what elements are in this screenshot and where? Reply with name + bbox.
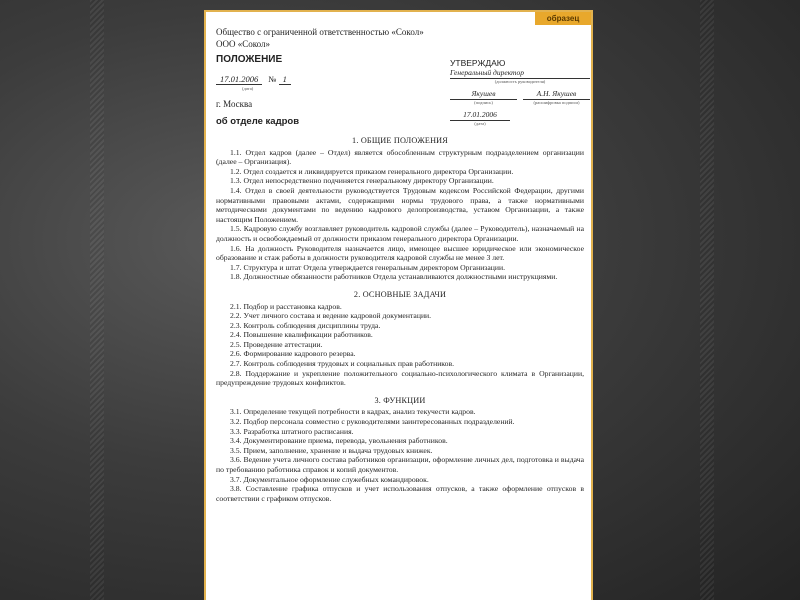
document-date: 17.01.2006 xyxy=(216,74,262,85)
date-caption: (дата) xyxy=(242,86,254,91)
organization-name: Общество с ограниченной ответственностью «Сокол» xyxy=(216,27,424,37)
list-item: 3.1. Определение текущей потребности в кадрах, анализ текучести кадров. xyxy=(230,407,476,417)
section-gap xyxy=(216,388,584,394)
document-number: 1 xyxy=(279,74,291,85)
organization-short-name: ООО «Сокол» xyxy=(216,39,271,49)
approval-position-caption: (должность руководителя) xyxy=(494,79,546,84)
list-item: 2.1. Подбор и расстановка кадров. xyxy=(230,301,342,311)
approval-name-cell xyxy=(523,89,590,105)
approval-name: А.Н. Якушев xyxy=(523,89,590,100)
document-date-line xyxy=(216,74,291,91)
list-item: 2.3. Контроль соблюдения дисциплины труда. xyxy=(230,320,381,330)
list-item: 3.3. Разработка штатного расписания. xyxy=(230,426,354,436)
sample-badge: образец xyxy=(535,12,591,25)
document-body xyxy=(216,134,584,503)
document-type-block xyxy=(216,54,282,65)
approval-name-caption: (расшифровка подписи) xyxy=(533,100,580,105)
background-stripe-left xyxy=(90,0,104,600)
approval-date: 17.01.2006 xyxy=(450,110,510,121)
list-item: 1.8. Должностные обязанности работников Отдела устанавливаются должностными инструкциями. xyxy=(230,272,558,282)
list-item: 1.1. Отдел кадров (далее – Отдел) является обособленным структурным подразделением организации (далее – Организация). xyxy=(216,147,584,167)
document-number-label: № xyxy=(268,74,277,84)
approval-date-caption: (дата) xyxy=(474,121,486,126)
list-item: 1.4. Отдел в своей деятельности руководствуется Трудовым кодексом Российской Федерации, другими нормативными правовыми актами, содержащими нормы трудового права, а также нормативными методическими документами по ведению кадрового делопроизводства, уставом Организации, а также настоящим Положением. xyxy=(216,185,584,224)
document-page xyxy=(204,10,593,600)
section-title: 2. ОСНОВНЫЕ ЗАДАЧИ xyxy=(353,289,447,299)
approval-signature-row xyxy=(450,89,590,105)
list-item: 2.7. Контроль соблюдения трудовых и социальных прав работников. xyxy=(230,359,455,369)
section-title: 3. ФУНКЦИИ xyxy=(374,395,426,405)
background-stripe-right xyxy=(700,0,714,600)
approval-date-cell xyxy=(450,110,510,126)
list-item: 2.6. Формирование кадрового резерва. xyxy=(230,349,356,359)
approval-signature: Якушев xyxy=(450,89,517,100)
list-item: 3.7. Документальное оформление служебных командировок. xyxy=(230,474,429,484)
list-item: 2.8. Поддержание и укрепление положительного социально-психологического климата в Организации, предупреждение трудовых конфликтов. xyxy=(216,368,584,388)
list-item: 1.6. На должность Руководителя назначается лицо, имеющее высшее юридическое или экономическое образование и стаж работы в должности руководителя кадровой службы не менее 3 лет. xyxy=(216,243,584,263)
list-item: 1.2. Отдел создается и ликвидируется приказом генерального директора Организации. xyxy=(230,166,514,176)
approval-title: УТВЕРЖДАЮ xyxy=(450,58,506,68)
list-item: 3.2. Подбор персонала совместно с руководителями заинтересованных подразделений. xyxy=(230,417,515,427)
organization-header xyxy=(216,26,424,50)
approval-block xyxy=(450,58,590,126)
section-gap xyxy=(216,282,584,288)
list-item: 3.8. Составление графика отпусков и учет использования отпусков, а также оформление отпусков в соответствии с графиком отпусков. xyxy=(216,484,584,503)
list-item: 1.3. Отдел непосредственно подчиняется генеральному директору Организации. xyxy=(230,176,494,186)
approval-signature-cell xyxy=(450,89,517,105)
list-item: 2.5. Проведение аттестации. xyxy=(230,339,323,349)
document-city: г. Москва xyxy=(216,99,253,109)
list-item: 2.4. Повышение квалификации работников. xyxy=(230,330,373,340)
approval-signature-caption: (подпись) xyxy=(474,100,493,105)
list-item: 1.7. Структура и штат Отдела утверждается генеральным директором Организации. xyxy=(230,262,506,272)
list-item: 1.5. Кадровую службу возглавляет руководитель кадровой службы (далее – Руководитель), назначаемый на должность и освобождаемый от должности приказом генерального директора Организации. xyxy=(216,224,584,243)
document-type: ПОЛОЖЕНИЕ xyxy=(216,54,283,65)
document-subtitle: об отделе кадров xyxy=(216,116,300,127)
list-item: 3.5. Прием, заполнение, хранение и выдача трудовых книжек. xyxy=(230,445,433,455)
section-title: 1. ОБЩИЕ ПОЛОЖЕНИЯ xyxy=(352,136,448,145)
list-item: 3.6. Ведение учета личного состава работников организации, оформление личных дел, подготовка и выдача по требованию работника справок и копий документов. xyxy=(216,455,584,474)
approval-position: Генеральный директор xyxy=(450,68,590,79)
list-item: 2.2. Учет личного состава и ведение кадровой документации. xyxy=(230,311,432,321)
list-item: 3.4. Документирование приема, перевода, увольнения работников. xyxy=(230,436,448,446)
